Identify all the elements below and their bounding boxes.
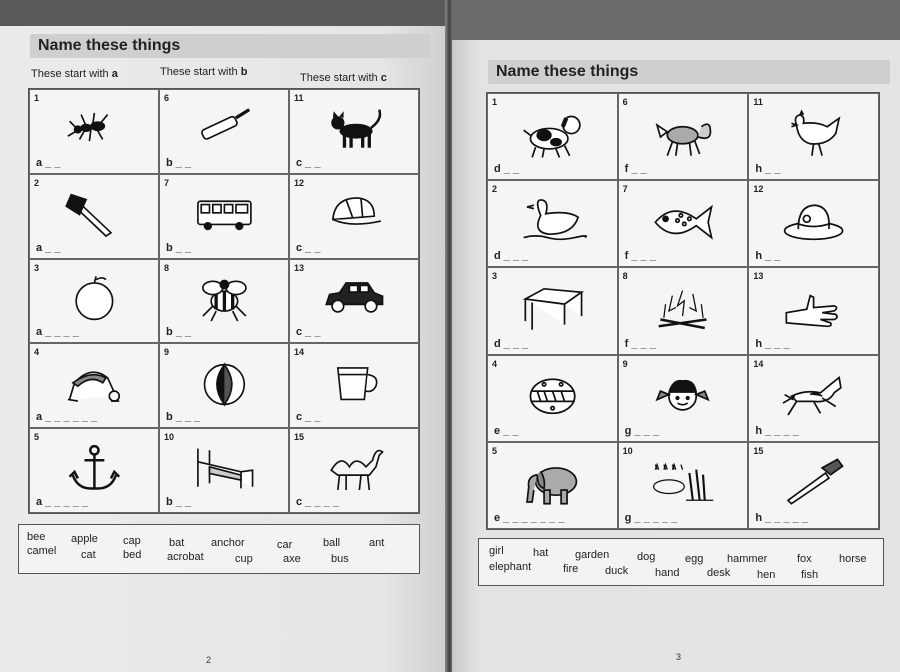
picture-cell-7 xyxy=(618,180,749,267)
word-bank xyxy=(478,538,884,586)
car-icon xyxy=(316,273,393,324)
answer-blank[interactable]: f _ _ _ xyxy=(624,250,656,263)
duck-icon xyxy=(514,195,591,248)
answer-blank[interactable]: h _ _ _ _ _ xyxy=(755,511,808,524)
word-bank xyxy=(18,524,420,574)
page-title: Name these things xyxy=(30,34,430,58)
word-bank-item: cap xyxy=(123,535,141,547)
item-number: 2 xyxy=(34,177,40,188)
item-number: 11 xyxy=(753,97,763,107)
picture-cell-12 xyxy=(289,174,419,259)
bee-icon xyxy=(186,273,263,324)
horse-icon xyxy=(775,369,852,422)
picture-cell-9 xyxy=(159,343,289,428)
picture-cell-14 xyxy=(748,355,879,442)
item-number: 7 xyxy=(164,177,170,188)
answer-blank[interactable]: a _ _ xyxy=(36,241,61,254)
item-number: 10 xyxy=(164,432,175,443)
girl-icon xyxy=(644,369,721,422)
picture-cell-7 xyxy=(159,174,289,259)
word-bank-item: ball xyxy=(323,537,341,549)
camel-icon xyxy=(316,442,393,493)
page-number: 3 xyxy=(676,652,682,662)
item-number: 6 xyxy=(164,93,170,103)
picture-cell-8 xyxy=(159,259,289,344)
answer-blank[interactable]: a _ _ _ _ _ _ xyxy=(36,411,98,424)
item-number: 13 xyxy=(753,271,764,282)
word-bank-item: hammer xyxy=(727,553,768,565)
anchor-icon xyxy=(56,442,133,493)
word-bank-item: hand xyxy=(655,567,680,579)
item-number: 5 xyxy=(34,432,40,443)
bed-icon xyxy=(186,442,263,493)
axe-icon xyxy=(56,188,133,239)
item-number: 3 xyxy=(492,271,498,282)
answer-blank[interactable]: d _ _ _ xyxy=(494,250,529,263)
item-number: 12 xyxy=(753,184,764,195)
apple-icon xyxy=(56,273,133,324)
cap-icon xyxy=(316,188,393,239)
picture-cell-11 xyxy=(289,89,419,174)
item-number: 12 xyxy=(294,177,305,188)
answer-blank[interactable]: b _ _ xyxy=(166,326,192,339)
picture-cell-11 xyxy=(748,93,879,180)
dog-icon xyxy=(514,108,591,161)
desk-icon xyxy=(514,282,591,335)
answer-blank[interactable]: a _ _ _ _ xyxy=(36,326,79,339)
word-bank-item: duck xyxy=(605,565,629,577)
answer-blank[interactable]: e _ _ _ _ _ _ _ xyxy=(494,511,565,524)
item-number: 2 xyxy=(492,184,498,195)
answer-blank[interactable]: h _ _ xyxy=(755,163,781,176)
answer-blank[interactable]: b _ _ xyxy=(166,241,192,254)
answer-blank[interactable]: g _ _ _ xyxy=(624,424,659,437)
answer-blank[interactable]: f _ _ xyxy=(624,163,647,176)
picture-cell-5 xyxy=(29,428,159,513)
item-number: 13 xyxy=(294,262,305,273)
answer-blank[interactable]: e _ _ xyxy=(494,424,519,437)
item-number: 5 xyxy=(492,445,498,456)
item-number: 1 xyxy=(34,93,40,103)
word-bank-item: cat xyxy=(81,549,96,561)
word-bank-item: elephant xyxy=(489,561,532,573)
item-number: 1 xyxy=(492,97,498,107)
answer-blank[interactable]: g _ _ _ _ _ xyxy=(624,511,678,524)
word-bank-item: hen xyxy=(757,569,776,581)
item-number: 10 xyxy=(622,445,633,456)
cup-icon xyxy=(316,358,393,409)
word-bank-item: bed xyxy=(123,549,142,561)
word-bank-item: apple xyxy=(71,533,98,545)
item-number: 15 xyxy=(294,432,305,443)
left-page xyxy=(0,0,447,672)
picture-cell-15 xyxy=(748,442,879,529)
word-bank-item: egg xyxy=(685,553,704,565)
picture-cell-10 xyxy=(618,442,749,529)
word-bank-item: anchor xyxy=(211,537,245,549)
picture-cell-13 xyxy=(289,259,419,344)
word-bank-item: horse xyxy=(839,553,867,565)
fish-icon xyxy=(644,195,721,248)
picture-cell-5 xyxy=(487,442,618,529)
answer-blank[interactable]: c _ _ _ _ xyxy=(296,495,339,508)
item-number: 14 xyxy=(294,347,305,358)
item-number: 7 xyxy=(622,184,628,195)
garden-icon xyxy=(644,456,721,509)
picture-cell-3 xyxy=(29,259,159,344)
item-number: 8 xyxy=(622,271,628,282)
word-bank-item: girl xyxy=(489,545,504,557)
hand-icon xyxy=(775,282,852,335)
item-number: 4 xyxy=(34,347,40,358)
fox-icon xyxy=(644,108,721,161)
word-bank-item: fox xyxy=(797,553,812,565)
word-bank-item: cup xyxy=(235,553,253,565)
word-bank-item: garden xyxy=(575,549,610,561)
cat-icon xyxy=(316,103,393,154)
hat-icon xyxy=(775,195,852,248)
picture-cell-9 xyxy=(618,355,749,442)
ant-icon xyxy=(56,103,133,154)
bat-icon xyxy=(186,103,263,154)
item-number: 15 xyxy=(753,445,764,456)
picture-cell-15 xyxy=(289,428,419,513)
answer-blank[interactable]: c _ _ xyxy=(296,156,321,169)
picture-cell-1 xyxy=(29,89,159,174)
answer-blank[interactable]: b _ _ _ xyxy=(166,411,201,424)
word-bank-item: bee xyxy=(27,531,46,543)
hen-icon xyxy=(775,108,852,161)
picture-cell-10 xyxy=(159,428,289,513)
answer-blank[interactable]: d _ _ xyxy=(494,163,520,176)
item-number: 9 xyxy=(622,358,628,369)
answer-blank[interactable]: h _ _ _ xyxy=(755,337,790,350)
picture-cell-2 xyxy=(487,180,618,267)
word-bank-item: hat xyxy=(533,547,549,559)
picture-grid xyxy=(28,88,420,514)
answer-blank[interactable]: f _ _ _ xyxy=(624,337,656,350)
word-bank-item: bat xyxy=(169,537,185,549)
picture-cell-12 xyxy=(748,180,879,267)
answer-blank[interactable]: c _ _ xyxy=(296,241,321,254)
picture-cell-6 xyxy=(159,89,289,174)
word-bank-item: camel xyxy=(27,545,57,557)
page-number: 2 xyxy=(206,655,212,665)
column-header-c: These start with c xyxy=(300,72,387,84)
answer-blank[interactable]: h _ _ xyxy=(755,250,781,263)
item-number: 11 xyxy=(294,93,304,103)
answer-blank[interactable]: c _ _ xyxy=(296,411,321,424)
word-bank-item: fish xyxy=(801,569,819,581)
item-number: 3 xyxy=(34,262,40,273)
picture-cell-14 xyxy=(289,343,419,428)
bus-icon xyxy=(186,188,263,239)
item-number: 6 xyxy=(622,97,628,107)
picture-cell-2 xyxy=(29,174,159,259)
word-bank-item: fire xyxy=(563,563,579,575)
picture-cell-1 xyxy=(487,93,618,180)
answer-blank[interactable]: b _ _ xyxy=(166,495,192,508)
picture-cell-13 xyxy=(748,267,879,354)
elephant-icon xyxy=(514,456,591,509)
word-bank-item: acrobat xyxy=(167,551,204,563)
egg-icon xyxy=(514,369,591,422)
word-bank-item: ant xyxy=(369,537,385,549)
hammer-icon xyxy=(775,456,852,509)
item-number: 8 xyxy=(164,262,170,273)
page-edge-band xyxy=(452,0,900,40)
item-number: 4 xyxy=(492,358,498,369)
picture-grid xyxy=(486,92,880,530)
answer-blank[interactable]: h _ _ _ _ xyxy=(755,424,799,437)
answer-blank[interactable]: a _ _ _ _ _ xyxy=(36,495,88,508)
acrobat-icon xyxy=(56,358,133,409)
column-header-b: These start with b xyxy=(160,66,248,78)
item-number: 14 xyxy=(753,358,764,369)
picture-cell-8 xyxy=(618,267,749,354)
answer-blank[interactable]: a _ _ xyxy=(36,156,61,169)
picture-cell-3 xyxy=(487,267,618,354)
right-page xyxy=(452,0,900,672)
picture-cell-4 xyxy=(29,343,159,428)
word-bank-item: dog xyxy=(637,551,656,563)
answer-blank[interactable]: c _ _ xyxy=(296,326,321,339)
picture-cell-4 xyxy=(487,355,618,442)
word-bank-item: bus xyxy=(331,553,349,565)
word-bank-item: desk xyxy=(707,567,731,579)
page-edge-band xyxy=(0,0,447,26)
word-bank-item: axe xyxy=(283,553,301,565)
word-bank-item: car xyxy=(277,539,293,551)
column-header-a: These start with a xyxy=(31,68,118,80)
fire-icon xyxy=(644,282,721,335)
answer-blank[interactable]: d _ _ _ xyxy=(494,337,529,350)
item-number: 9 xyxy=(164,347,170,358)
ball-icon xyxy=(186,358,263,409)
picture-cell-6 xyxy=(618,93,749,180)
answer-blank[interactable]: b _ _ xyxy=(166,156,192,169)
page-title: Name these things xyxy=(488,60,890,84)
